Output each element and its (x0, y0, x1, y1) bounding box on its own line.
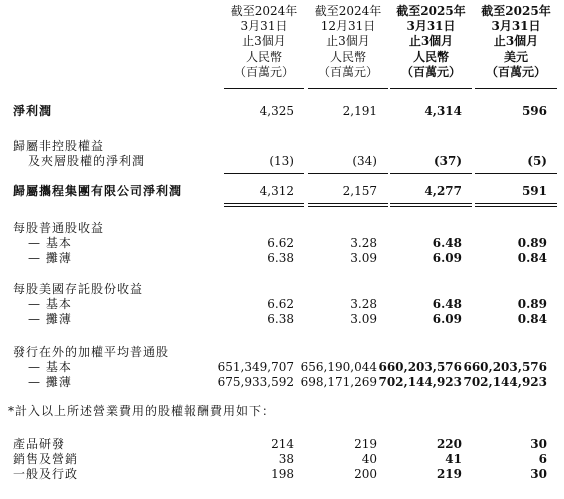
cell-value: 198 (271, 467, 294, 481)
cell-value: 6.09 (432, 251, 462, 265)
cell-value: 2,157 (342, 184, 377, 198)
header-line: 截至2025年 (396, 4, 466, 18)
cell-value: 220 (436, 437, 462, 451)
cell-value: 651,349,707 (217, 360, 294, 374)
cell-value: 219 (354, 437, 377, 451)
cell-value: 698,171,269 (300, 375, 377, 389)
cell-value: 3.28 (350, 297, 377, 311)
cell-value: 2,191 (342, 104, 377, 118)
total-rule (308, 203, 388, 207)
row-label: 歸屬非控股權益 (13, 139, 105, 153)
row-label: — 基本 (28, 297, 72, 311)
table-row (0, 345, 564, 360)
table-row (0, 360, 564, 375)
cell-value: 6.48 (432, 236, 462, 250)
cell-value: 3.09 (350, 251, 377, 265)
header-line: 人民幣 (412, 49, 449, 64)
cell-value: 4,277 (424, 184, 462, 198)
row-label: 每股普通股收益 (13, 221, 105, 235)
total-rule (475, 203, 557, 207)
cell-value: 596 (521, 104, 547, 118)
row-label: 一般及行政 (13, 467, 79, 481)
subtotal-rule (308, 173, 388, 174)
row-label: — 基本 (28, 360, 72, 374)
cell-value: 660,203,576 (463, 360, 547, 374)
table-row (0, 154, 564, 169)
header-line: 人民幣 (329, 49, 366, 64)
header-line: 截至2024年 (230, 4, 298, 18)
table-row (0, 452, 564, 467)
cell-value: (34) (352, 154, 377, 168)
subtotal-rule (475, 173, 557, 174)
column-header-2 (308, 4, 388, 80)
table-row (0, 251, 564, 266)
row-label: 歸屬攜程集團有限公司淨利潤 (13, 184, 183, 198)
header-line: 止3個月 (242, 34, 286, 49)
cell-value: 4,325 (259, 104, 294, 118)
header-line: 3月31日 (491, 19, 541, 34)
cell-value: 6.62 (267, 236, 294, 250)
header-line: 3月31日 (406, 19, 456, 34)
table-row (0, 467, 564, 482)
cell-value: 3.09 (350, 312, 377, 326)
row-label: 銷售及營銷 (13, 452, 79, 466)
header-line: 止3個月 (408, 34, 454, 49)
header-line: 止3個月 (326, 34, 370, 49)
subtotal-rule (224, 173, 304, 174)
table-row (0, 104, 564, 119)
header-line: 截至2025年 (481, 4, 551, 18)
cell-value: 591 (521, 184, 547, 198)
header-rule (224, 88, 304, 89)
cell-value: 214 (271, 437, 294, 451)
cell-value: 200 (354, 467, 377, 481)
table-row (0, 139, 564, 154)
cell-value: 6 (538, 452, 547, 466)
row-label: 發行在外的加權平均普通股 (13, 345, 170, 359)
cell-value: 6.62 (267, 297, 294, 311)
cell-value: (37) (433, 154, 462, 168)
table-row (0, 297, 564, 312)
cell-value: 40 (361, 452, 377, 466)
header-line: 12月31日 (320, 19, 376, 34)
header-line: （百萬元） (400, 64, 461, 79)
header-rule (475, 88, 557, 89)
cell-value: 0.89 (517, 297, 547, 311)
header-line: 美元 (503, 49, 528, 64)
cell-value: 0.84 (517, 312, 547, 326)
row-label: 及夾層股權的淨利潤 (28, 154, 146, 168)
table-row (0, 282, 564, 297)
row-label: — 基本 (28, 236, 72, 250)
row-label: — 攤薄 (28, 375, 72, 389)
total-rule (224, 203, 304, 207)
cell-value: 656,190,044 (300, 360, 377, 374)
row-label: 每股美國存託股份收益 (13, 282, 144, 296)
table-row (0, 184, 564, 199)
cell-value: 6.09 (432, 312, 462, 326)
total-rule (390, 203, 472, 207)
column-header-1 (224, 4, 304, 80)
subtotal-rule (390, 173, 472, 174)
table-row (0, 375, 564, 390)
cell-value: 219 (436, 467, 462, 481)
cell-value: 0.89 (517, 236, 547, 250)
cell-value: 702,144,923 (378, 375, 462, 389)
cell-value: 675,933,592 (217, 375, 294, 389)
cell-value: 6.38 (267, 312, 294, 326)
footnote (0, 404, 564, 419)
cell-value: 4,312 (259, 184, 294, 198)
column-header-4 (475, 4, 557, 80)
header-rule (390, 88, 472, 89)
table-row (0, 437, 564, 452)
table-row (0, 221, 564, 236)
header-line: （百萬元） (233, 64, 294, 79)
header-line: （百萬元） (317, 64, 378, 79)
cell-value: (5) (527, 154, 547, 168)
cell-value: 41 (445, 452, 462, 466)
cell-value: 38 (278, 452, 294, 466)
row-label: — 攤薄 (28, 312, 72, 326)
row-label: — 攤薄 (28, 251, 72, 265)
header-line: 截至2024年 (314, 4, 382, 18)
table-row (0, 312, 564, 327)
cell-value: 6.48 (432, 297, 462, 311)
column-header-3 (390, 4, 472, 80)
cell-value: 0.84 (517, 251, 547, 265)
header-rule (308, 88, 388, 89)
cell-value: 30 (530, 437, 547, 451)
table-row (0, 236, 564, 251)
cell-value: 3.28 (350, 236, 377, 250)
cell-value: (13) (269, 154, 294, 168)
cell-value: 660,203,576 (378, 360, 462, 374)
cell-value: 6.38 (267, 251, 294, 265)
header-line: （百萬元） (485, 64, 546, 79)
cell-value: 702,144,923 (463, 375, 547, 389)
row-label: 產品研發 (13, 437, 66, 451)
cell-value: 4,314 (424, 104, 462, 118)
header-line: 3月31日 (240, 19, 288, 34)
header-line: 止3個月 (493, 34, 539, 49)
cell-value: 30 (530, 467, 547, 481)
header-line: 人民幣 (245, 49, 282, 64)
row-label: 淨利潤 (13, 104, 53, 118)
footnote-text: *計入以上所述營業費用的股權報酬費用如下： (8, 404, 276, 418)
